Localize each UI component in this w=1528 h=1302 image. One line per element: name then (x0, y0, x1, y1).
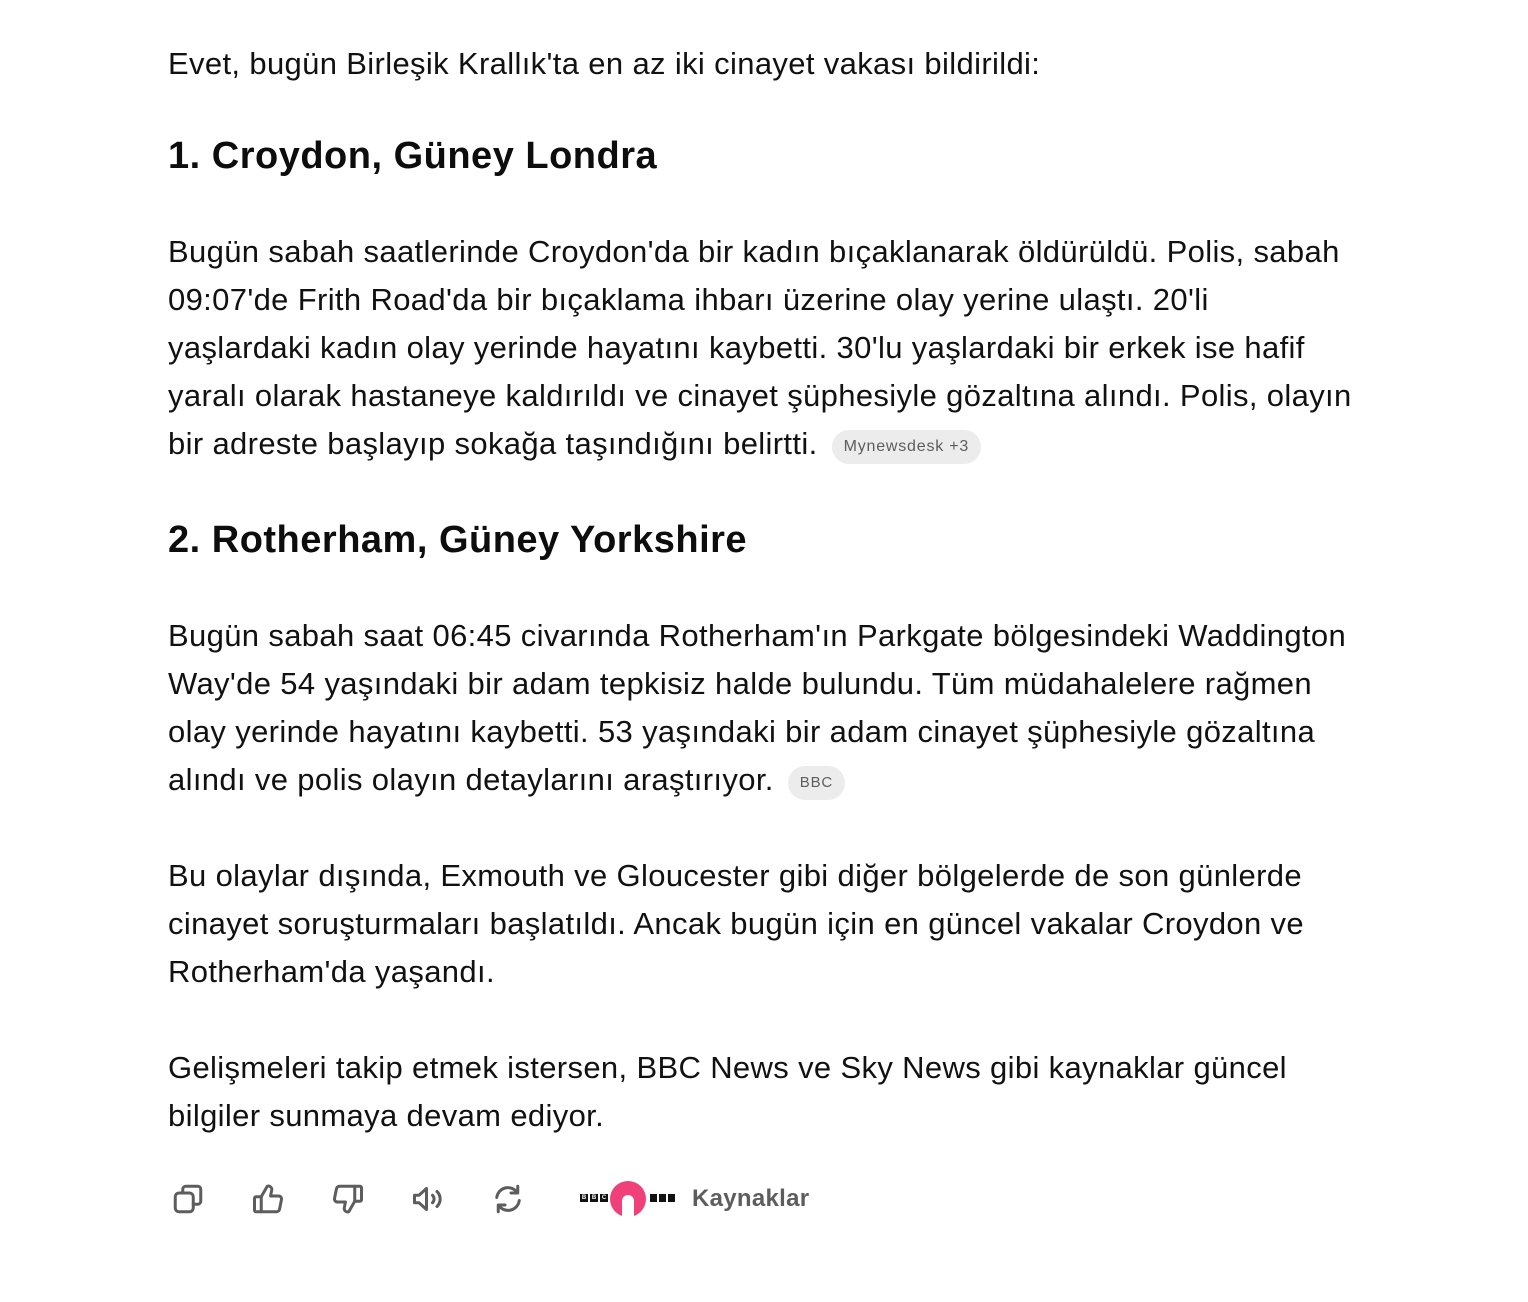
thumbs-down-button[interactable] (328, 1179, 368, 1219)
copy-icon (170, 1181, 206, 1217)
intro-text: Evet, bugün Birleşik Krallık'ta en az iki cinayet vakası bildirildi: (168, 46, 1041, 81)
thumbs-up-button[interactable] (248, 1179, 288, 1219)
regenerate-button[interactable] (488, 1179, 528, 1219)
section-body-text: Bugün sabah saat 06:45 civarında Rotherham'ın Parkgate bölgesindeki Waddington Way'de 54 yaşındaki bir adam tepkisiz halde bulundu. Tüm müdahalelere rağmen olay yerinde hayatını kaybetti. 53 yaşındaki bir adam cinayet şüphesiyle gözaltına alındı ve polis olayın detaylarını araştırıyor. (168, 618, 1347, 797)
message-action-bar (168, 1172, 809, 1226)
thumbs-up-icon (250, 1181, 286, 1217)
mynewsdesk-logo (610, 1181, 646, 1217)
bbc-logo: B B C (581, 1195, 607, 1201)
source-logos (580, 1179, 676, 1219)
section-body-rotherham (168, 612, 1358, 804)
thumbs-down-icon (330, 1181, 366, 1217)
paragraph-follow-news: Gelişmeleri takip etmek istersen, BBC News ve Sky News gibi kaynaklar güncel bilgiler sunmaya devam ediyor. (168, 1050, 1287, 1133)
citation-chip-bbc[interactable]: BBC (788, 766, 845, 800)
read-aloud-button[interactable] (408, 1179, 448, 1219)
citation-chip-mynewsdesk[interactable]: Mynewsdesk +3 (832, 430, 982, 464)
sources-button[interactable] (580, 1179, 809, 1219)
read-aloud-icon (410, 1181, 446, 1217)
copy-button[interactable] (168, 1179, 208, 1219)
paragraph-other-regions: Bu olaylar dışında, Exmouth ve Gloucester gibi diğer bölgelerde de son günlerde cinayet soruşturmaları başlatıldı. Ancak bugün için en güncel vakalar Croydon ve Rotherham'da yaşandı. (168, 858, 1304, 989)
section-body-croydon (168, 228, 1358, 468)
assistant-message (168, 40, 1358, 1140)
section-heading-croydon: 1. Croydon, Güney Londra (168, 135, 658, 177)
section-body-text: Bugün sabah saatlerinde Croydon'da bir kadın bıçaklanarak öldürüldü. Polis, sabah 09:07'de Frith Road'da bir bıçaklama ihbarı üzerine olay yerine ulaştı. 20'li yaşlardaki kadın olay yerinde hayatını kaybetti. 30'lu yaşlardaki bir erkek ise hafif yaralı olarak hastaneye kaldırıldı ve cinayet şüphesiyle gözaltına alındı. Polis, olayın bir adreste başlayıp sokağa taşındığını belirtti. (168, 234, 1352, 461)
sky-logo (650, 1194, 675, 1202)
sources-label: Kaynaklar (692, 1185, 810, 1212)
regenerate-icon (490, 1181, 526, 1217)
section-heading-rotherham: 2. Rotherham, Güney Yorkshire (168, 519, 748, 561)
